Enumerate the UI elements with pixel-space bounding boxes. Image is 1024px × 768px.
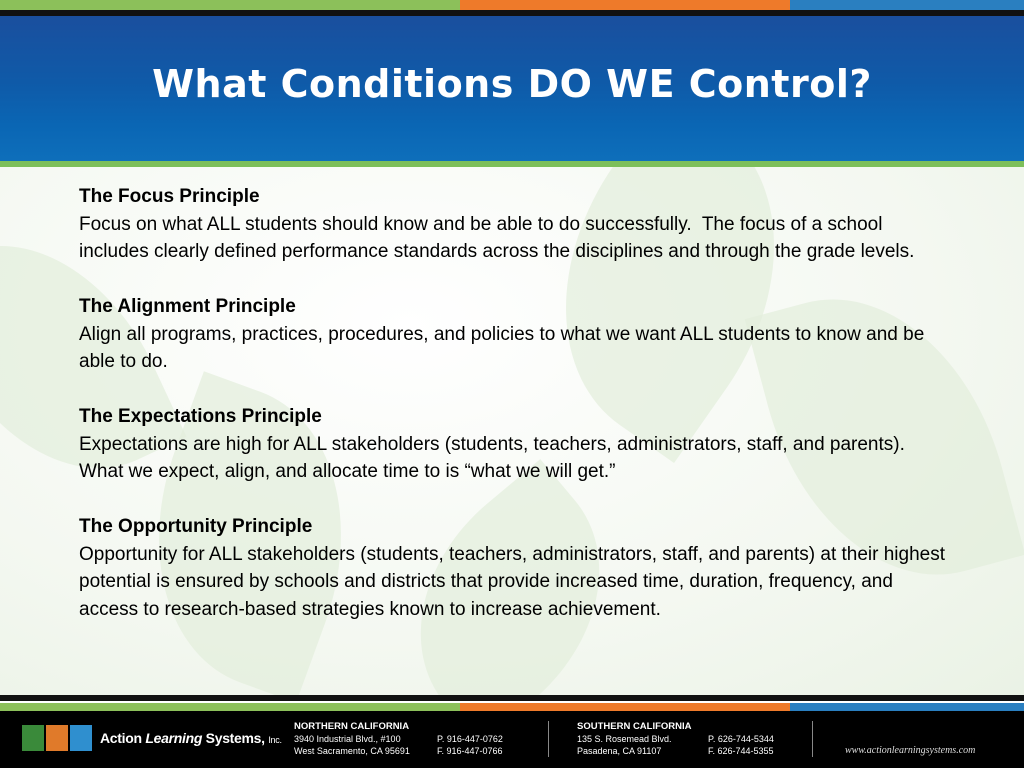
logo-word: Learning	[145, 730, 203, 746]
office-south	[577, 721, 692, 757]
office-fax: F. 916-447-0766	[437, 746, 503, 756]
company-name	[100, 730, 282, 746]
principle-body: Focus on what ALL students should know and be able to do successfully. The focus of a school includes clearly defined performance standards across the disciplines and through the grade levels.	[79, 213, 915, 262]
office-phone: P. 916-447-0762	[437, 734, 503, 744]
principle-expectations	[79, 403, 949, 486]
office-heading: NORTHERN CALIFORNIA	[294, 721, 410, 732]
top-color-bar	[0, 0, 1024, 10]
principle-alignment	[79, 293, 949, 376]
office-north	[294, 721, 410, 757]
top-bar-green-segment	[0, 0, 460, 10]
office-city: Pasadena, CA 91107	[577, 746, 662, 756]
logo-figure-icon	[22, 725, 44, 751]
company-logo	[22, 725, 282, 751]
logo-tree-icon	[70, 725, 92, 751]
office-phone: P. 626-744-5344	[708, 734, 774, 744]
principle-heading: The Opportunity Principle	[79, 516, 313, 537]
office-address: 3940 Industrial Blvd., #100	[294, 734, 401, 744]
logo-figure-icon	[46, 725, 68, 751]
top-bar-orange-segment	[460, 0, 790, 10]
footer-divider	[548, 721, 549, 757]
office-north-contact	[437, 733, 503, 757]
principle-body: Opportunity for ALL stakeholders (students, teachers, administrators, staff, and parents) at their highest potential is ensured by schools and districts that provide increased time, duration, frequency, and access to research-based strategies known to increase achievement.	[79, 543, 951, 620]
principle-opportunity	[79, 513, 949, 623]
top-bar-blue-segment	[790, 0, 1024, 10]
office-address: 135 S. Rosemead Blvd.	[577, 734, 672, 744]
logo-inc: Inc.	[268, 735, 282, 745]
principle-focus	[79, 183, 949, 266]
principle-heading: The Focus Principle	[79, 186, 260, 207]
slide-footer	[0, 711, 1024, 768]
website-link[interactable]: www.actionlearningsystems.com	[845, 745, 976, 756]
logo-word: Systems,	[205, 730, 265, 746]
office-city: West Sacramento, CA 95691	[294, 746, 410, 756]
slide-title: What Conditions DO WE Control?	[152, 62, 872, 106]
footer-divider	[812, 721, 813, 757]
logo-word: Action	[100, 730, 142, 746]
principles-list	[79, 183, 949, 651]
office-fax: F. 626-744-5355	[708, 746, 774, 756]
principle-heading: The Alignment Principle	[79, 296, 296, 317]
principle-body: Align all programs, practices, procedures, and policies to what we want ALL students to know and be able to do.	[79, 323, 930, 372]
office-heading: SOUTHERN CALIFORNIA	[577, 721, 692, 732]
office-south-contact	[708, 733, 774, 757]
principle-heading: The Expectations Principle	[79, 406, 322, 427]
principle-body: Expectations are high for ALL stakeholders (students, teachers, administrators, staff, and parents). What we expect, align, and allocate time to is “what we will get.”	[79, 433, 911, 482]
